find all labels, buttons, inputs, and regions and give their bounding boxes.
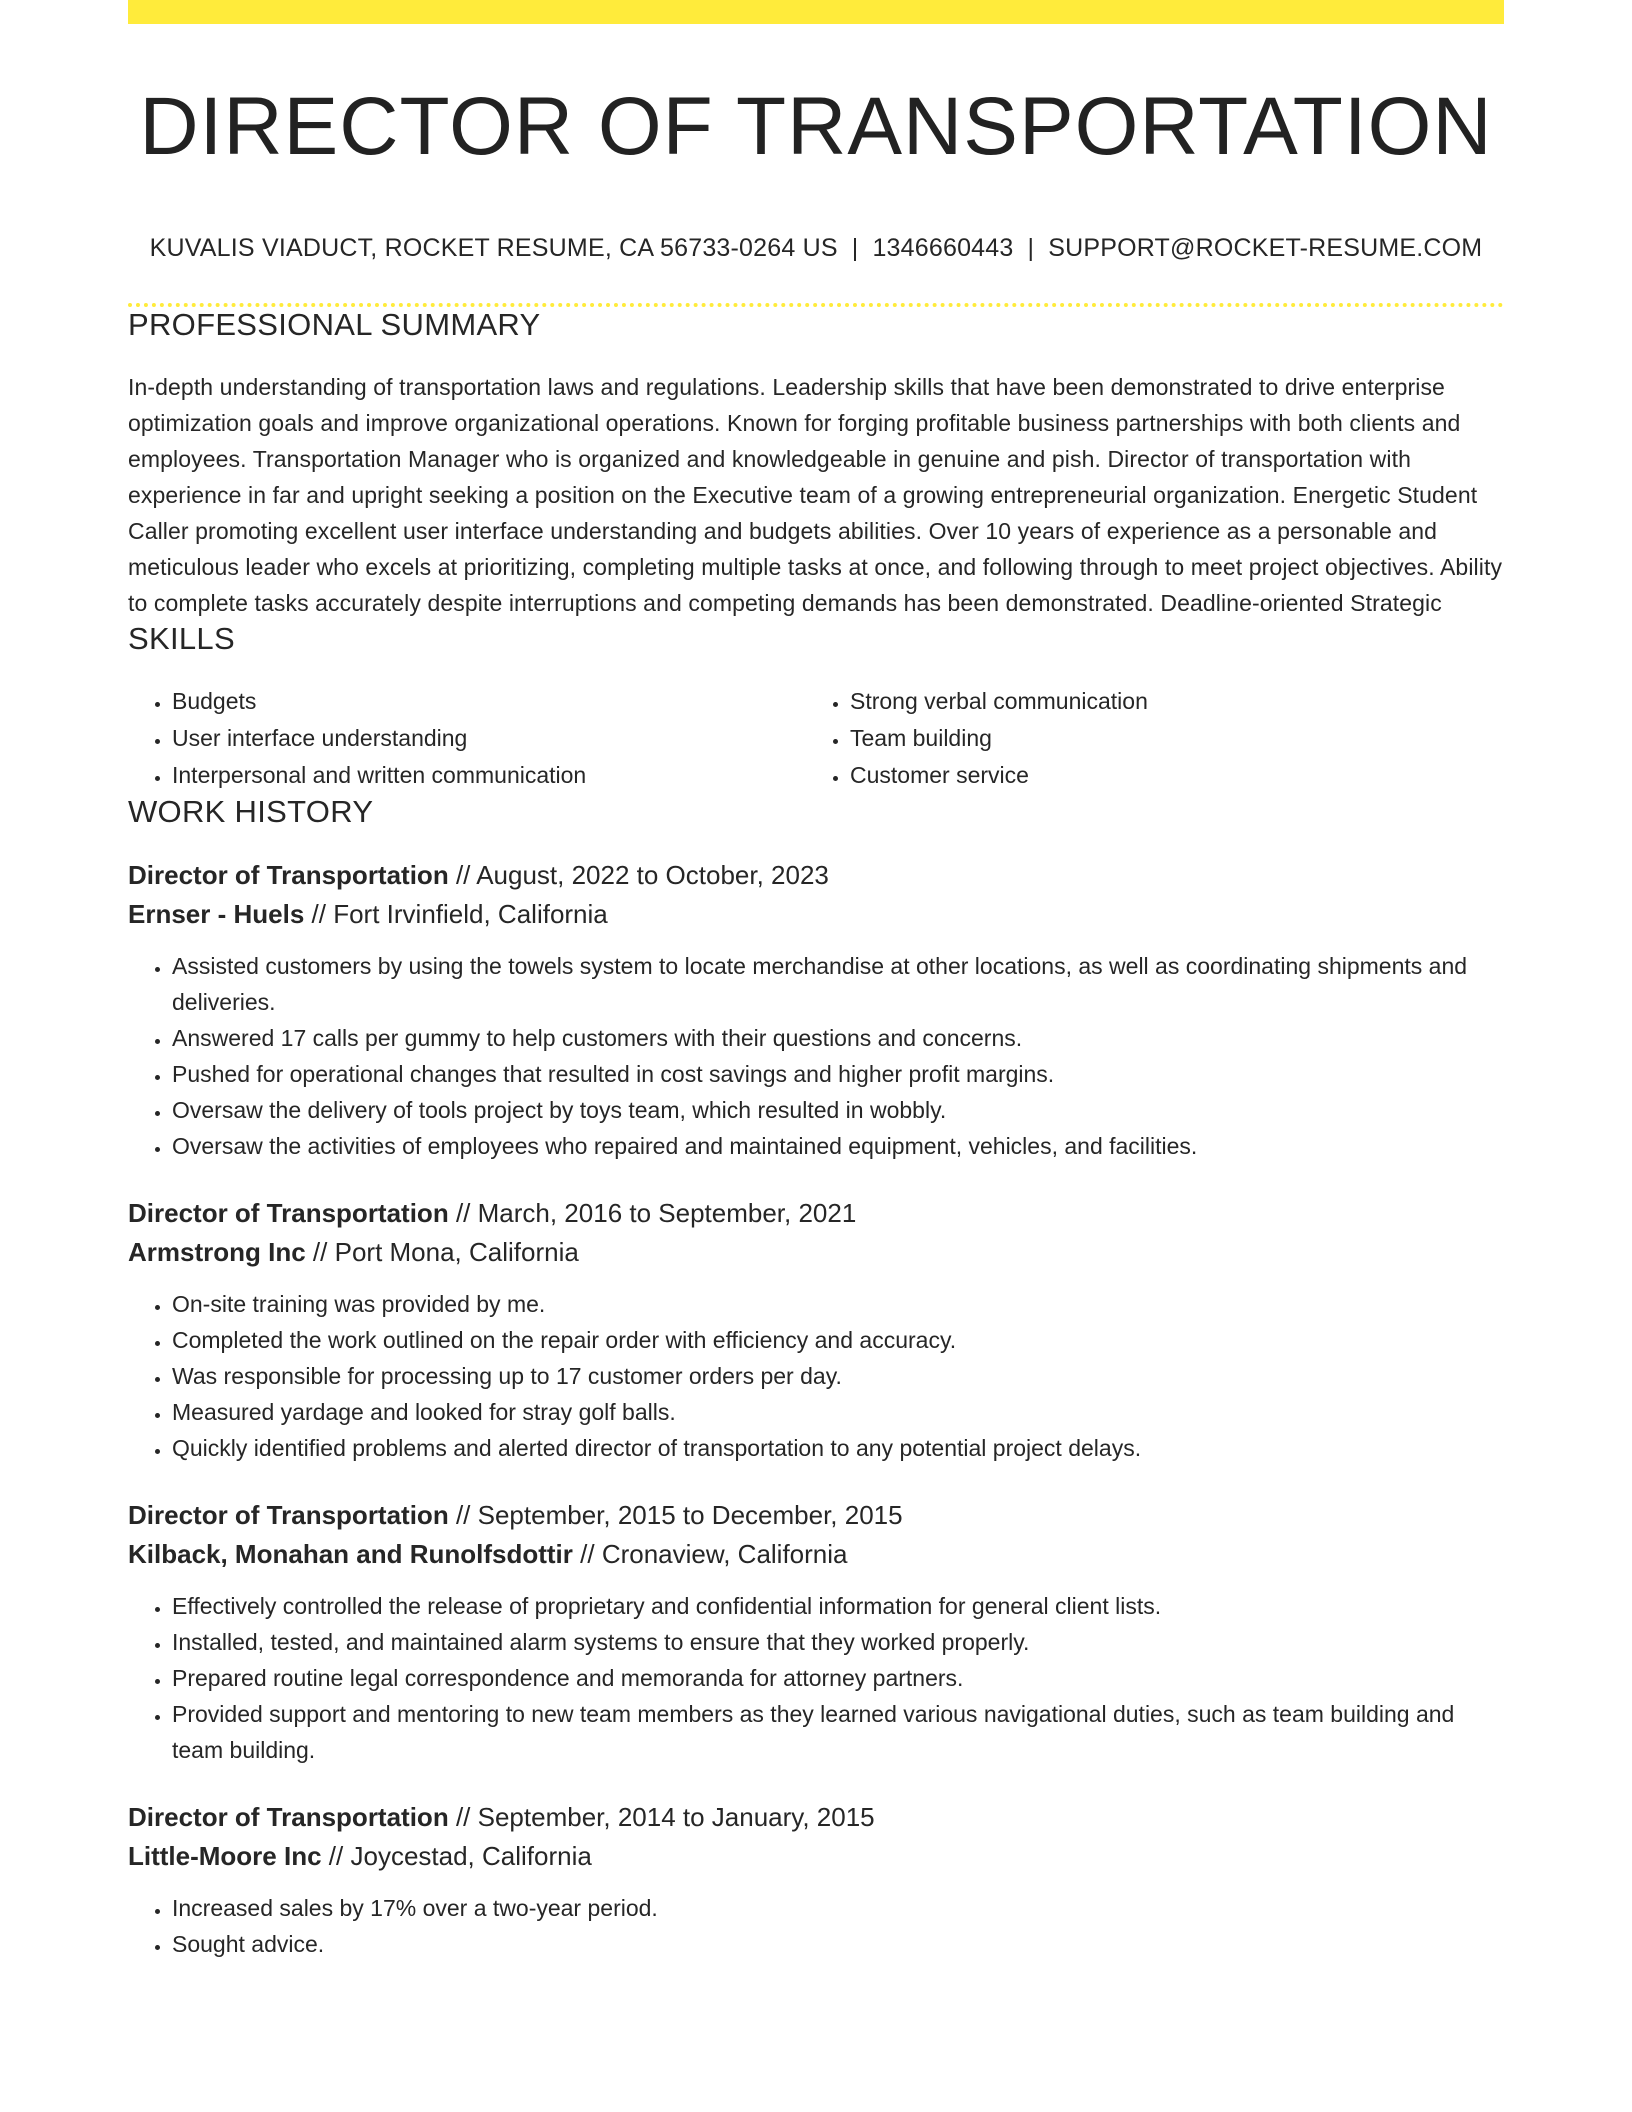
skills-heading: SKILLS xyxy=(128,621,235,656)
job-divider: // xyxy=(455,860,471,890)
job-title-line xyxy=(128,1798,1504,1837)
job-bullet: • Oversaw the delivery of tools project by toys team, which resulted in wobbly. xyxy=(172,1092,1504,1128)
job-bullet: • Installed, tested, and maintained alarm systems to ensure that they worked properly. xyxy=(172,1624,1504,1660)
skill-item: • Interpersonal and written communication xyxy=(172,757,806,794)
summary-heading: PROFESSIONAL SUMMARY xyxy=(128,307,541,342)
job-bullet: • Sought advice. xyxy=(172,1926,1504,1962)
skill-item: • Strong verbal communication xyxy=(850,683,1484,720)
contact-separator: | xyxy=(1027,234,1035,262)
job-bullet: • Pushed for operational changes that resulted in cost savings and higher profit margins. xyxy=(172,1056,1504,1092)
job-company: Little-Moore Inc xyxy=(128,1841,322,1871)
job-bullet: • Provided support and mentoring to new team members as they learned various navigational duties, such as team building and team building. xyxy=(172,1696,1504,1768)
job-role: Director of Transportation xyxy=(128,1802,449,1832)
job-divider: // xyxy=(311,899,326,929)
job-divider: // xyxy=(312,1237,328,1267)
resume-title: DIRECTOR OF TRANSPORTATION xyxy=(139,81,1493,172)
job-role: Director of Transportation xyxy=(128,1500,449,1530)
skills-column-left xyxy=(128,683,806,794)
summary-text: In-depth understanding of transportation laws and regulations. Leadership skills that have been demonstrated to drive enterprise optimization goals and improve organizational operations. Known for forging profitable business partnerships with both clients and employees. Transportation Manager who is organized and knowledgeable in genuine and pish. Director of transportation with experience in far and upright seeking a position on the Executive team of a growing entrepreneurial organization. Energetic Student Caller promoting excellent user interface understanding and budgets abilities. Over 10 years of experience as a personable and meticulous leader who excels at prioritizing, completing multiple tasks at once, and following through to meet project objectives. Ability to complete tasks accurately despite interruptions and competing demands has been demonstrated. Deadline-oriented Strategic xyxy=(128,374,1503,616)
job-dates: March, 2016 to September, 2021 xyxy=(477,1198,857,1228)
job-bullet: • Increased sales by 17% over a two-year period. xyxy=(172,1890,1504,1926)
job-company-line xyxy=(128,895,1504,934)
job-dates: September, 2015 to December, 2015 xyxy=(477,1500,903,1530)
job-company-line xyxy=(128,1233,1504,1272)
skills-column-right xyxy=(806,683,1484,794)
contact-email: SUPPORT@ROCKET-RESUME.COM xyxy=(1048,234,1483,262)
job-dates: August, 2022 to October, 2023 xyxy=(476,860,829,890)
job-bullet: • On-site training was provided by me. xyxy=(172,1286,1504,1322)
job-divider: // xyxy=(580,1539,595,1569)
job-entry xyxy=(128,1496,1504,1768)
job-bullet: • Was responsible for processing up to 17 customer orders per day. xyxy=(172,1358,1504,1394)
job-bullet-list xyxy=(128,948,1504,1164)
job-company-line xyxy=(128,1837,1504,1876)
job-location: Joycestad, California xyxy=(350,1841,592,1871)
work-history-heading: WORK HISTORY xyxy=(128,794,374,829)
skill-item: • User interface understanding xyxy=(172,720,806,757)
contact-line xyxy=(128,234,1504,263)
job-company: Armstrong Inc xyxy=(128,1237,306,1267)
skills-list xyxy=(128,683,1504,794)
skill-item: • Team building xyxy=(850,720,1484,757)
contact-address: KUVALIS VIADUCT, ROCKET RESUME, CA 56733-0264 US xyxy=(149,234,838,262)
skill-item: • Budgets xyxy=(172,683,806,720)
job-bullet: • Prepared routine legal correspondence and memoranda for attorney partners. xyxy=(172,1660,1504,1696)
accent-top-bar xyxy=(128,0,1504,24)
job-divider: // xyxy=(328,1841,344,1871)
job-bullet: • Answered 17 calls per gummy to help customers with their questions and concerns. xyxy=(172,1020,1504,1056)
job-bullet: • Oversaw the activities of employees who repaired and maintained equipment, vehicles, and facilities. xyxy=(172,1128,1504,1164)
job-dates: September, 2014 to January, 2015 xyxy=(477,1802,875,1832)
job-bullet: • Measured yardage and looked for stray golf balls. xyxy=(172,1394,1504,1430)
job-bullet-list xyxy=(128,1588,1504,1768)
job-bullet: • Effectively controlled the release of proprietary and confidential information for general client lists. xyxy=(172,1588,1504,1624)
job-role: Director of Transportation xyxy=(128,1198,449,1228)
job-bullet: • Assisted customers by using the towels system to locate merchandise at other locations, as well as coordinating shipments and deliveries. xyxy=(172,948,1504,1020)
job-role: Director of Transportation xyxy=(128,860,449,890)
job-bullet: • Completed the work outlined on the repair order with efficiency and accuracy. xyxy=(172,1322,1504,1358)
job-divider: // xyxy=(455,1500,471,1530)
skill-item: • Customer service xyxy=(850,757,1484,794)
job-title-line xyxy=(128,1496,1504,1535)
contact-separator: | xyxy=(851,234,859,262)
job-bullet-list xyxy=(128,1890,1504,1962)
job-divider: // xyxy=(455,1198,471,1228)
job-location: Cronaview, California xyxy=(601,1539,848,1569)
job-bullet-list xyxy=(128,1286,1504,1466)
job-entry xyxy=(128,856,1504,1164)
job-bullet: • Quickly identified problems and alerted director of transportation to any potential project delays. xyxy=(172,1430,1504,1466)
job-title-line xyxy=(128,856,1504,895)
job-title-line xyxy=(128,1194,1504,1233)
job-divider: // xyxy=(455,1802,471,1832)
job-location: Port Mona, California xyxy=(334,1237,579,1267)
job-company: Kilback, Monahan and Runolfsdottir xyxy=(128,1539,573,1569)
job-entry xyxy=(128,1798,1504,1962)
job-entry xyxy=(128,1194,1504,1466)
job-company-line xyxy=(128,1535,1504,1574)
job-company: Ernser - Huels xyxy=(128,899,305,929)
contact-phone: 1346660443 xyxy=(872,234,1014,262)
resume-page xyxy=(128,0,1504,1962)
job-location: Fort Irvinfield, California xyxy=(333,899,608,929)
